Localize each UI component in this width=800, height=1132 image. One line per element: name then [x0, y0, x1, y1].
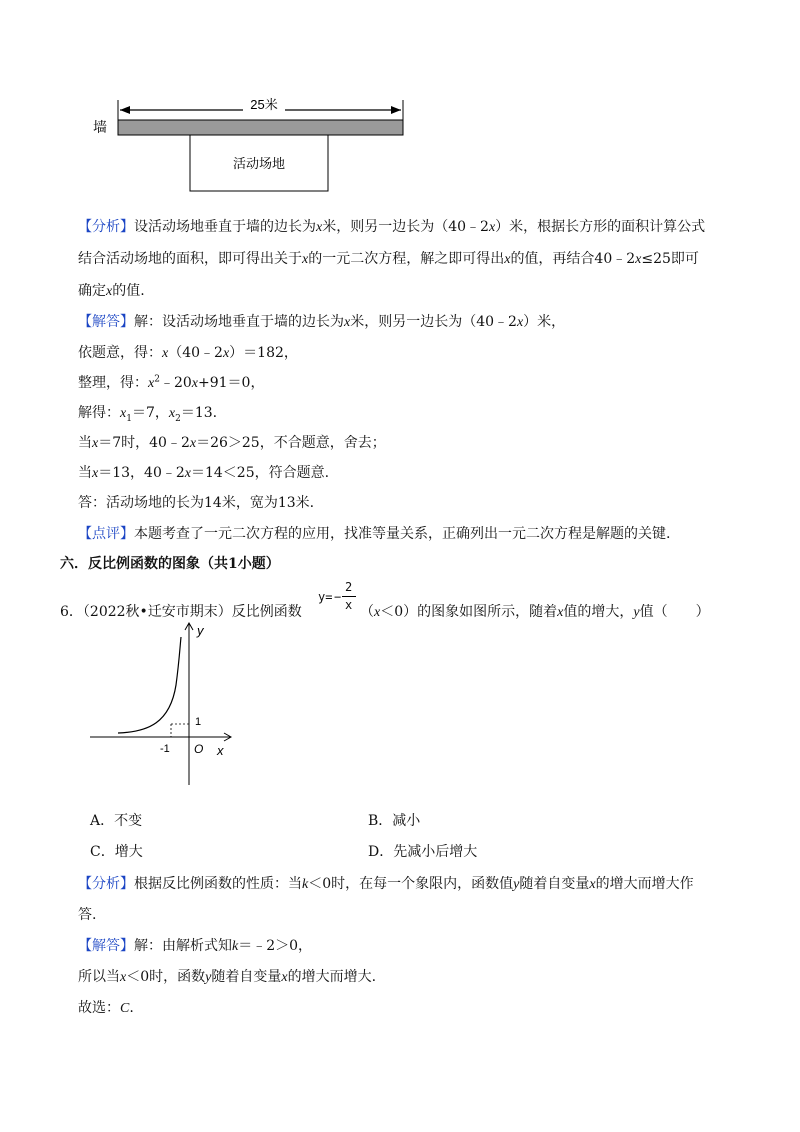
exponent: 2 [154, 374, 160, 385]
text: 结合活动场地的面积，即可得出关于 [78, 251, 302, 267]
var-k: k [232, 939, 239, 954]
text: 值（ ） [639, 604, 710, 620]
text: ）米， [523, 314, 566, 330]
var-x: x [222, 346, 230, 361]
option-a[interactable]: A．不变 [90, 813, 143, 829]
step-check-13 [78, 462, 329, 482]
var-x: x [189, 436, 197, 451]
text: ）＝182， [229, 345, 298, 361]
step-solve [78, 402, 217, 422]
text: 的增大而增大作 [595, 876, 694, 892]
text: 的值. [112, 283, 145, 299]
text: ＝﹣2＞0， [238, 938, 313, 954]
choice-letter: C [120, 1001, 130, 1016]
var-x: x [92, 436, 99, 451]
var-y: y [633, 605, 640, 620]
text: ＝26＞25，不合题意，舍去； [196, 435, 386, 451]
text: 当 [78, 465, 92, 481]
tick-label-1: 1 [195, 716, 202, 728]
formula-numerator: 2 [345, 580, 353, 594]
answer-tag: 【解答】 [78, 314, 134, 330]
formula-y: y= [318, 590, 333, 604]
text: 根据反比例函数的性质：当 [134, 876, 302, 892]
var-x: x [162, 346, 169, 361]
section-heading: 六．反比例函数的图象（共1小题） [60, 556, 280, 572]
analysis-line-2 [78, 248, 699, 268]
formula-minus: − [334, 590, 342, 604]
var-x: x [635, 252, 642, 267]
arrow-head-right [391, 106, 401, 114]
text: ﹣20 [159, 375, 192, 391]
option-b[interactable]: B．减小 [368, 813, 421, 829]
comment-line [78, 523, 670, 543]
y-axis-label: y [197, 623, 204, 638]
analysis-tag: 【分析】 [78, 876, 134, 892]
q6-number: 6． [60, 604, 83, 620]
var-x: x [191, 376, 198, 391]
text: 所以当 [78, 969, 120, 985]
comment-tag: 【点评】 [78, 526, 134, 542]
fraction-bar [342, 596, 356, 597]
var-x: x [184, 466, 191, 481]
text: 依题意，得： [78, 345, 162, 361]
text: 本题考查了一元二次方程的应用，找准等量关系，正确列出一元二次方程是解题的关键. [134, 526, 671, 542]
text: 解得： [78, 405, 120, 421]
text: ＝13. [180, 405, 218, 421]
text: 随着自变量 [211, 969, 282, 985]
text: 随着自变量 [519, 876, 590, 892]
var-x: x [374, 605, 381, 620]
var-x: x [120, 970, 127, 985]
text: 解：由解析式知 [134, 938, 232, 954]
text: ＝7， [131, 405, 169, 421]
formula-denominator: x [345, 598, 353, 612]
q6-choice [78, 997, 134, 1017]
step-simplify [78, 372, 264, 392]
text: . [129, 1000, 134, 1016]
var-x: x [504, 252, 511, 267]
text: （40﹣2 [168, 345, 223, 361]
text: ＜0时，函数 [126, 969, 206, 985]
q6-analysis-line-1 [78, 873, 694, 893]
analysis-tag: 【分析】 [78, 219, 134, 235]
arrow-head-left [120, 106, 130, 114]
var-x: x [488, 220, 496, 235]
answer-tag: 【解答】 [78, 938, 134, 954]
text: 米，则另一边长为（40﹣2 [350, 314, 517, 330]
q6-answer-line-1 [78, 935, 312, 955]
hyperbola-curve [118, 637, 181, 733]
step-equation [78, 342, 298, 362]
text: 解：设活动场地垂直于墙的边长为 [134, 314, 344, 330]
var-y: y [513, 877, 520, 892]
var-k: k [302, 877, 309, 892]
var-x: x [344, 315, 351, 330]
var-x: x [589, 877, 596, 892]
var-x: x [106, 284, 113, 299]
text: ）米，根据长方形的面积计算公式 [495, 219, 706, 235]
var-x: x [302, 252, 309, 267]
area-label: 活动场地 [232, 156, 286, 171]
step-final-answer: 答：活动场地的长为14米，宽为13米. [78, 495, 315, 511]
option-d[interactable]: D．先减小后增大 [368, 844, 478, 860]
text: ＜0时，在每一个象限内，函数值 [308, 876, 514, 892]
var-x: x [92, 466, 99, 481]
answer-line-1 [78, 311, 565, 331]
var-x1: x [120, 406, 127, 421]
q6-answer-line-2 [78, 966, 376, 986]
text: 米，则另一边长为（40﹣2 [322, 219, 489, 235]
text: 值的增大， [563, 604, 634, 620]
text: ＝14＜25，符合题意. [190, 465, 330, 481]
analysis-line-3 [78, 280, 145, 300]
var-x: x [516, 315, 524, 330]
text: 当 [78, 435, 92, 451]
text: （ [360, 604, 374, 620]
x-axis-label: x [217, 743, 224, 758]
text: ＝13，40﹣2 [98, 465, 185, 481]
q6-source: （2022秋•迁安市期末）反比例函数 [82, 604, 302, 620]
text: 整理，得： [78, 375, 148, 391]
text: 的值，再结合40﹣2 [510, 251, 636, 267]
subscript: 1 [126, 413, 132, 424]
text: +91＝0， [198, 375, 265, 391]
text: 的一元二次方程，解之即可得出 [308, 251, 505, 267]
wall-area-figure [85, 92, 415, 194]
text: ＝7时，40﹣2 [98, 435, 190, 451]
var-x: x [148, 376, 155, 391]
width-label: 25米 [250, 97, 278, 112]
text: 确定 [78, 283, 106, 299]
var-x: x [557, 605, 564, 620]
q6-stem-cont [360, 601, 710, 621]
option-c[interactable]: C．增大 [90, 844, 143, 860]
text: 故选： [78, 1000, 120, 1016]
wall-bar [118, 120, 403, 135]
text: 的增大而增大. [287, 969, 377, 985]
hyperbola-graph [88, 615, 248, 790]
var-x2: x [168, 406, 176, 421]
var-x: x [281, 970, 288, 985]
wall-label: 墙 [93, 119, 107, 135]
text: ≤25即可 [641, 251, 699, 267]
text: 设活动场地垂直于墙的边长为 [134, 219, 316, 235]
step-check-7 [78, 432, 386, 452]
q6-formula [318, 582, 358, 618]
var-x: x [316, 220, 323, 235]
analysis-line-1 [78, 216, 705, 236]
q6-analysis-line-2: 答. [78, 907, 97, 923]
text: ＜0）的图象如图所示，随着 [380, 604, 558, 620]
tick-label-neg1: -1 [160, 743, 170, 755]
subscript: 2 [175, 413, 181, 424]
origin-label: O [194, 742, 204, 756]
var-y: y [205, 970, 212, 985]
